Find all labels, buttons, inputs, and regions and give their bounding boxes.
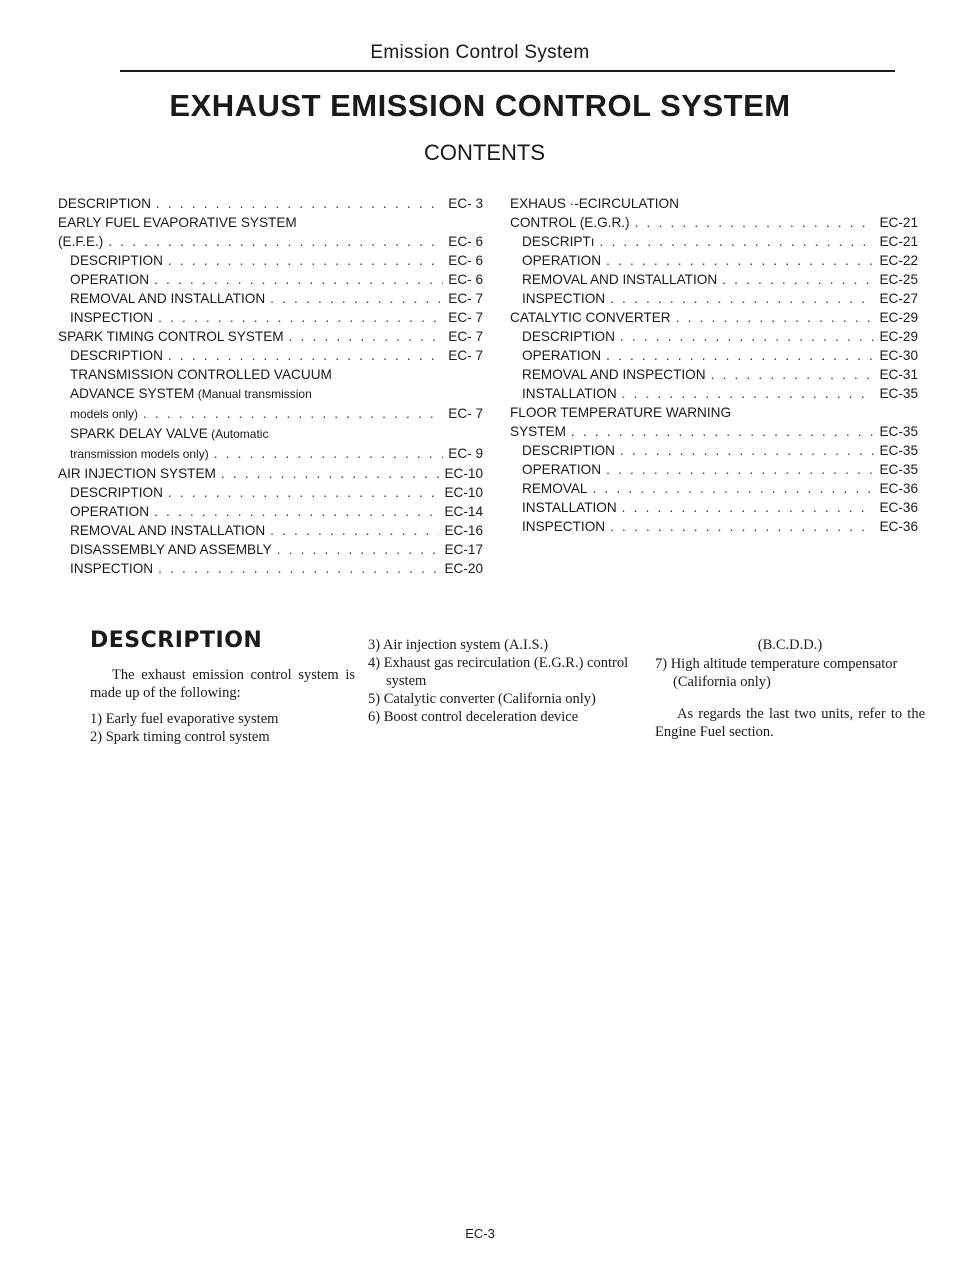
- toc-entry-page: EC-36: [879, 500, 918, 515]
- toc-entry: [58, 308, 483, 327]
- toc-entry-title: DESCRIPTION: [58, 196, 151, 211]
- toc-entry: [58, 270, 483, 289]
- toc-entry: [510, 365, 918, 384]
- toc-dot-leader: [606, 346, 874, 365]
- toc-entry-title: transmission models only): [70, 447, 209, 461]
- toc-entry-title: AIR INJECTION SYSTEM: [58, 466, 216, 481]
- toc-entry-page: EC-17: [444, 542, 483, 557]
- toc-entry: [510, 289, 918, 308]
- toc-entry-page: EC-22: [879, 253, 918, 268]
- toc-entry: [510, 308, 918, 327]
- toc-entry-page: EC-20: [444, 561, 483, 576]
- toc-entry: [510, 270, 918, 289]
- toc-dot-leader: [143, 404, 443, 423]
- toc-entry-page: EC-35: [879, 424, 918, 439]
- toc-entry-page: EC-16: [444, 523, 483, 538]
- toc-entry-page: EC- 7: [448, 291, 483, 306]
- toc-entry-title: REMOVAL: [522, 481, 588, 496]
- toc-dot-leader: [214, 444, 444, 463]
- list-item: 3) Air injection system (A.I.S.): [368, 637, 549, 653]
- toc-dot-leader: [221, 464, 440, 483]
- toc-entry: [58, 444, 483, 464]
- toc-entry-page: EC- 7: [448, 329, 483, 344]
- toc-entry-title: DESCRIPTION: [70, 485, 163, 500]
- toc-entry-title: SPARK TIMING CONTROL SYSTEM: [58, 329, 284, 344]
- list-item: 6) Boost control deceleration device: [368, 709, 579, 725]
- toc-entry-title: INSPECTION: [522, 291, 606, 306]
- toc-entry: [58, 194, 483, 213]
- toc-dot-leader: [676, 308, 875, 327]
- toc-entry-page: EC- 9: [448, 446, 483, 461]
- toc-entry-title: EARLY FUEL EVAPORATIVE SYSTEM: [58, 215, 297, 230]
- toc-entry-title: SYSTEM: [510, 424, 566, 439]
- toc-entry: [58, 327, 483, 346]
- toc-entry: [510, 213, 918, 232]
- toc-entry: [510, 346, 918, 365]
- toc-dot-leader: [154, 502, 439, 521]
- toc-entry-title: EXHAUS ·-ECIRCULATION: [510, 196, 679, 211]
- toc-entry-page: EC-36: [879, 519, 918, 534]
- toc-entry-page: EC-27: [879, 291, 918, 306]
- toc-dot-leader: [600, 232, 875, 251]
- toc-entry: [58, 424, 483, 444]
- toc-entry-page: EC-14: [444, 504, 483, 519]
- toc-entry-title: INSPECTION: [522, 519, 606, 534]
- toc-entry: [510, 479, 918, 498]
- description-column-2: [368, 636, 638, 726]
- toc-entry-title: REMOVAL AND INSTALLATION: [522, 272, 718, 287]
- toc-entry-title: DESCRIPTı: [522, 234, 595, 249]
- toc-entry: [58, 540, 483, 559]
- toc-right-column: [510, 194, 918, 536]
- toc-entry: [510, 498, 918, 517]
- toc-dot-leader: [168, 346, 443, 365]
- toc-entry-title: INSTALLATION: [522, 386, 617, 401]
- toc-entry-title: DESCRIPTION: [70, 253, 163, 268]
- toc-entry: [58, 559, 483, 578]
- toc-dot-leader: [592, 479, 874, 498]
- toc-entry: [58, 404, 483, 424]
- toc-dot-leader: [711, 365, 875, 384]
- toc-entry: [510, 251, 918, 270]
- list-item: 2) Spark timing control system: [90, 729, 270, 745]
- toc-entry: [510, 194, 918, 213]
- toc-dot-leader: [270, 521, 439, 540]
- description-column-1: [90, 666, 355, 746]
- toc-entry-title: OPERATION: [522, 253, 602, 268]
- toc-entry-page: EC-21: [879, 215, 918, 230]
- toc-entry-title: DISASSEMBLY AND ASSEMBLY: [70, 542, 272, 557]
- toc-entry: [510, 403, 918, 422]
- toc-entry-title: REMOVAL AND INSTALLATION: [70, 291, 266, 306]
- toc-dot-leader: [289, 327, 444, 346]
- toc-entry-title: models only): [70, 407, 139, 421]
- toc-entry-title: DESCRIPTION: [522, 329, 615, 344]
- toc-dot-leader: [270, 289, 443, 308]
- toc-entry-title: CATALYTIC CONVERTER: [510, 310, 671, 325]
- toc-dot-leader: [108, 232, 443, 251]
- toc-entry-title: REMOVAL AND INSTALLATION: [70, 523, 266, 538]
- toc-entry-page: EC- 6: [448, 234, 483, 249]
- toc-entry: [510, 422, 918, 441]
- toc-entry-page: EC- 3: [448, 196, 483, 211]
- toc-dot-leader: [610, 517, 874, 536]
- toc-left-column: [58, 194, 483, 578]
- toc-entry-title: INSTALLATION: [522, 500, 617, 515]
- toc-entry-page: EC-29: [879, 329, 918, 344]
- list-item: 5) Catalytic converter (California only): [368, 691, 596, 707]
- toc-entry-title: TRANSMISSION CONTROLLED VACUUM: [70, 367, 332, 382]
- toc-entry: [58, 365, 483, 384]
- toc-entry: [510, 460, 918, 479]
- toc-entry-page: EC-35: [879, 386, 918, 401]
- toc-dot-leader: [168, 483, 440, 502]
- toc-entry-page: EC-35: [879, 443, 918, 458]
- toc-entry: [510, 384, 918, 403]
- toc-entry: [58, 384, 483, 404]
- list-item-continuation: (B.C.D.D.): [757, 637, 823, 653]
- toc-dot-leader: [158, 559, 439, 578]
- toc-entry-title: FLOOR TEMPERATURE WARNING: [510, 405, 732, 420]
- reference-note: As regards the last two units, refer to the Engine Fuel section.: [655, 706, 925, 740]
- toc-entry-page: EC-31: [879, 367, 918, 382]
- toc-entry-title: REMOVAL AND INSPECTION: [522, 367, 706, 382]
- page-title: EXHAUST EMISSION CONTROL SYSTEM: [169, 88, 791, 123]
- toc-entry: [58, 464, 483, 483]
- toc-entry: [58, 213, 483, 232]
- toc-entry-page: EC-25: [879, 272, 918, 287]
- toc-dot-leader: [158, 308, 443, 327]
- toc-entry-page: EC-10: [444, 485, 483, 500]
- toc-entry: [58, 483, 483, 502]
- toc-dot-leader: [277, 540, 440, 559]
- toc-entry: [510, 327, 918, 346]
- toc-entry-page: EC-29: [879, 310, 918, 325]
- toc-dot-leader: [622, 498, 875, 517]
- toc-entry-title: OPERATION: [522, 462, 602, 477]
- toc-entry-title: ADVANCE SYSTEM: [70, 386, 195, 401]
- toc-entry-title: DESCRIPTION: [522, 443, 615, 458]
- toc-entry-page: EC- 6: [448, 253, 483, 268]
- toc-entry-page: EC-36: [879, 481, 918, 496]
- toc-entry-page: EC- 7: [448, 310, 483, 325]
- toc-entry-page: EC-21: [879, 234, 918, 249]
- toc-entry-page: EC- 7: [448, 348, 483, 363]
- toc-entry-title: CONTROL (E.G.R.): [510, 215, 630, 230]
- toc-entry-title: (E.F.E.): [58, 234, 104, 249]
- toc-dot-leader: [622, 384, 875, 403]
- toc-entry: [510, 232, 918, 251]
- list-item: 7) High altitude temperature compensator (California only): [655, 656, 898, 690]
- toc-entry-note: (Manual transmission: [194, 387, 312, 401]
- toc-dot-leader: [606, 251, 874, 270]
- contents-heading: CONTENTS: [424, 140, 545, 165]
- toc-entry: [58, 232, 483, 251]
- description-column-3: [655, 636, 925, 749]
- toc-entry-title: OPERATION: [70, 272, 150, 287]
- toc-entry: [510, 441, 918, 460]
- page-number: EC-3: [465, 1226, 495, 1241]
- section-heading: DESCRIPTION: [90, 628, 263, 653]
- toc-entry: [58, 251, 483, 270]
- toc-dot-leader: [620, 441, 875, 460]
- toc-entry: [510, 517, 918, 536]
- toc-entry-note: (Automatic: [207, 427, 269, 441]
- toc-entry-title: SPARK DELAY VALVE: [70, 426, 208, 441]
- toc-entry-title: INSPECTION: [70, 310, 154, 325]
- toc-entry-page: EC-35: [879, 462, 918, 477]
- toc-dot-leader: [722, 270, 874, 289]
- toc-entry-page: EC-30: [879, 348, 918, 363]
- toc-dot-leader: [571, 422, 875, 441]
- toc-entry-page: EC-10: [444, 466, 483, 481]
- toc-entry: [58, 521, 483, 540]
- toc-entry: [58, 502, 483, 521]
- toc-entry-title: OPERATION: [70, 504, 150, 519]
- toc-dot-leader: [156, 194, 443, 213]
- toc-dot-leader: [610, 289, 874, 308]
- toc-entry-title: DESCRIPTION: [70, 348, 163, 363]
- toc-dot-leader: [620, 327, 875, 346]
- list-item: 1) Early fuel evaporative system: [90, 711, 279, 727]
- toc-dot-leader: [606, 460, 874, 479]
- toc-entry: [58, 346, 483, 365]
- toc-dot-leader: [635, 213, 875, 232]
- toc-dot-leader: [154, 270, 443, 289]
- toc-entry-title: INSPECTION: [70, 561, 154, 576]
- running-header: Emission Control System: [370, 42, 590, 63]
- toc-entry-title: OPERATION: [522, 348, 602, 363]
- toc-dot-leader: [168, 251, 443, 270]
- list-item: 4) Exhaust gas recirculation (E.G.R.) control system: [368, 655, 629, 689]
- toc-entry-page: EC- 6: [448, 272, 483, 287]
- description-intro: The exhaust emission control system is made up of the following:: [90, 667, 355, 701]
- header-rule: [120, 70, 895, 72]
- toc-entry: [58, 289, 483, 308]
- toc-entry-page: EC- 7: [448, 406, 483, 421]
